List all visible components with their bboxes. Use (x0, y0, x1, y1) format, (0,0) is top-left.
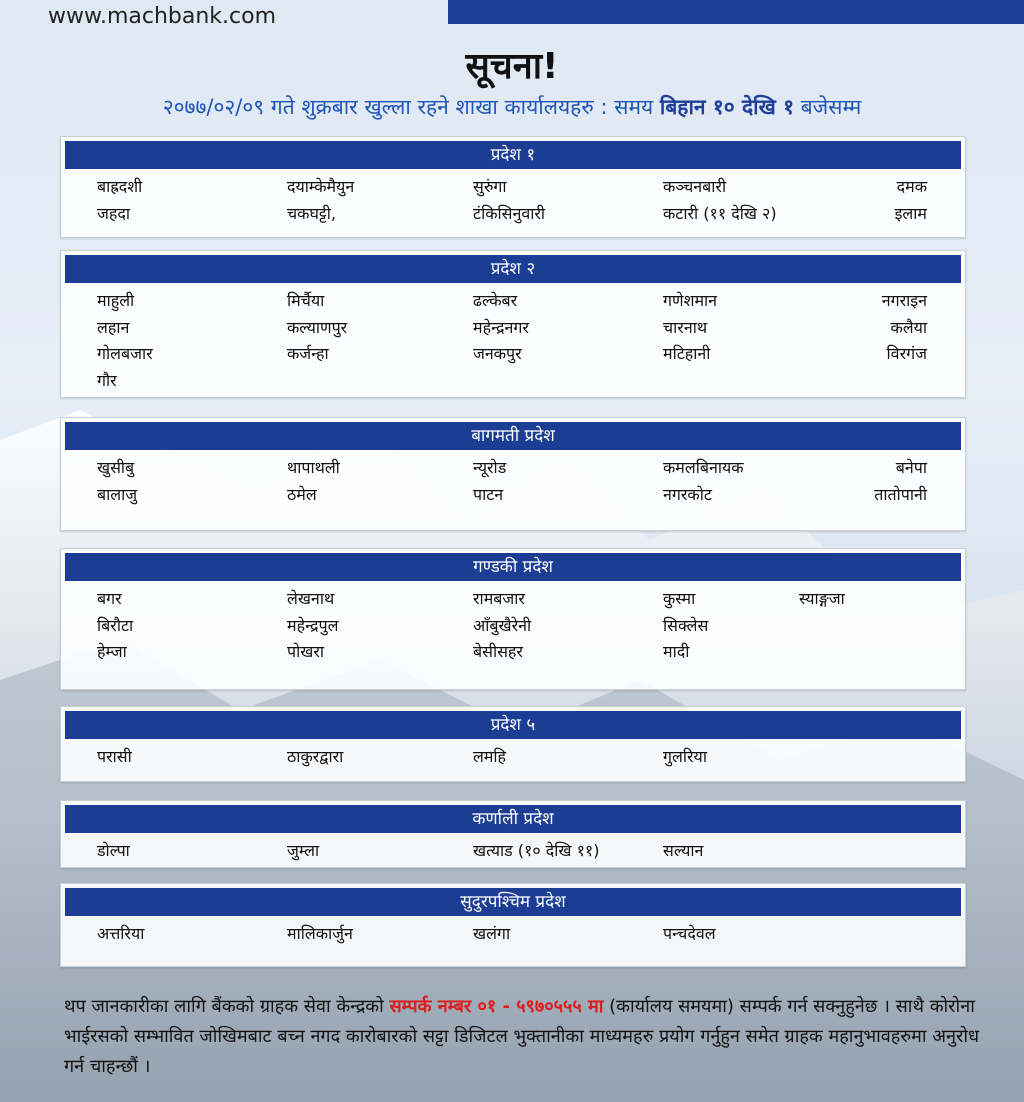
branch-name: नगरकोट (663, 484, 712, 504)
province-heading: प्रदेश १ (65, 141, 961, 169)
subtitle-text: २०७७/०२/०९ गते शुक्रबार खुल्ला रहने शाखा कार्यालयहरु : समय (162, 95, 660, 119)
branch-name: सिक्लेस (663, 615, 709, 635)
branch-name: जहदा (97, 203, 131, 223)
branch-name: गणेशमान (663, 291, 718, 310)
branch-name: कलैया (890, 317, 927, 337)
branch-name: स्याङ्गजा (799, 589, 845, 608)
province-panel (60, 706, 966, 782)
branch-name: मटिहानी (663, 344, 711, 363)
branch-name: पन्चदेवल (663, 924, 716, 943)
branch-name: पोखरा (287, 642, 325, 661)
branch-name: सल्यान (663, 841, 704, 860)
branch-name: मादी (663, 642, 690, 661)
branch-name: रामबजार (473, 589, 525, 608)
branch-name: दयाम्केमैयुन (287, 177, 355, 196)
subtitle-suffix: बजेसम्म (794, 95, 862, 119)
branch-name: ढल्केबर (473, 291, 518, 310)
branch-name: चारनाथ (663, 317, 708, 337)
branch-name: जनकपुर (473, 344, 522, 363)
branch-name: थापाथली (287, 458, 340, 477)
branch-name: कञ्चनबारी (663, 177, 727, 196)
branch-name: अत्तरिया (97, 924, 145, 943)
footer-text-continued: (कार्यालय समयमा) सम्पर्क गर्न सक्नुहुनेछ । साथै कोरोना भाईरसको सम्भावित जोखिमबाट बच्न नगद कारोबारको सट्टा डिजिटल भुक्तानीका माध्यमहरु प्रयोग गर्नुहुन समेत ग्राहक महानुभावहरुमा अनुरोध गर्न चाहन्छौं । (64, 996, 980, 1077)
branch-name: जुम्ला (287, 841, 320, 860)
branch-name: आँबुखैरेनी (473, 615, 532, 635)
province-heading: प्रदेश २ (65, 255, 961, 283)
branch-name: चकघट्टी, (287, 203, 336, 223)
branch-name: ठमेल (287, 484, 317, 504)
province-panel (60, 417, 966, 531)
branch-name: हेम्जा (97, 642, 127, 661)
branch-name: विरगंज (886, 344, 927, 363)
contact-number: सम्पर्क नम्बर ०१ - ५९७०५५५ मा (389, 996, 604, 1017)
branch-name: ठाकुरद्वारा (287, 747, 344, 766)
branch-name: बालाजु (97, 484, 138, 504)
notice-subtitle (0, 93, 1024, 121)
branch-name: डोल्पा (97, 841, 130, 860)
branch-name: कुस्मा (663, 589, 696, 608)
branch-name: तातोपानी (874, 484, 927, 504)
footer-note (64, 992, 984, 1082)
branch-name: बिरौटा (97, 615, 134, 635)
branch-name: खत्याड (१० देखि ११) (473, 841, 600, 860)
branch-name: न्यूरोड (473, 458, 507, 477)
branch-name: इलाम (894, 203, 927, 223)
branch-name: कर्जन्हा (287, 344, 329, 363)
branch-name: बगर (97, 589, 122, 608)
province-heading: बागमती प्रदेश (65, 422, 961, 450)
branch-name: लमहि (473, 747, 507, 766)
branch-name: बाह्रदशी (97, 177, 143, 196)
branch-name: कल्याणपुर (287, 317, 348, 337)
branch-name: गौर (97, 370, 117, 390)
province-panel (60, 800, 966, 868)
branch-name: मालिकार्जुन (287, 924, 353, 943)
branch-name: पाटन (473, 484, 504, 504)
branch-name: लहान (97, 317, 130, 337)
province-panel (60, 250, 966, 398)
branch-name: खलंगा (473, 924, 511, 943)
top-accent-bar (448, 0, 1024, 24)
branch-name: नगराइन (881, 291, 927, 310)
footer-text: थप जानकारीका लागि बैंकको ग्राहक सेवा केन्द्रको (64, 996, 390, 1017)
province-heading: सुदुरपश्चिम प्रदेश (65, 888, 961, 916)
branch-name: गोलबजार (97, 344, 153, 363)
notice-title: सूचना! (465, 46, 559, 87)
branch-name: मिर्चैया (287, 291, 325, 310)
province-panel (60, 883, 966, 967)
branch-name: टंकिसिनुवारी (473, 203, 546, 223)
branch-name: दमक (896, 177, 927, 196)
branch-name: बनेपा (895, 458, 927, 477)
branch-name: गुलरिया (663, 747, 707, 766)
province-heading: प्रदेश ५ (65, 711, 961, 739)
branch-name: कमलबिनायक (663, 458, 744, 477)
province-heading: कर्णाली प्रदेश (65, 805, 961, 833)
branch-name: महेन्द्रपुल (287, 615, 339, 635)
branch-name: लेखनाथ (287, 589, 335, 608)
branch-name: कटारी (११ देखि २) (663, 203, 777, 223)
branch-name: सुरुंगा (473, 177, 507, 196)
subtitle-time: बिहान १० देखि १ (659, 95, 795, 119)
branch-name: माहुली (97, 291, 135, 310)
website-url[interactable]: www.machbank.com (48, 4, 277, 29)
branch-name: महेन्द्रनगर (473, 317, 529, 337)
branch-name: परासी (97, 747, 132, 766)
branch-name: बेसीसहर (473, 642, 523, 661)
province-panel (60, 136, 966, 238)
province-heading: गण्डकी प्रदेश (65, 553, 961, 581)
branch-name: खुसीबु (97, 458, 135, 477)
province-panel (60, 548, 966, 690)
